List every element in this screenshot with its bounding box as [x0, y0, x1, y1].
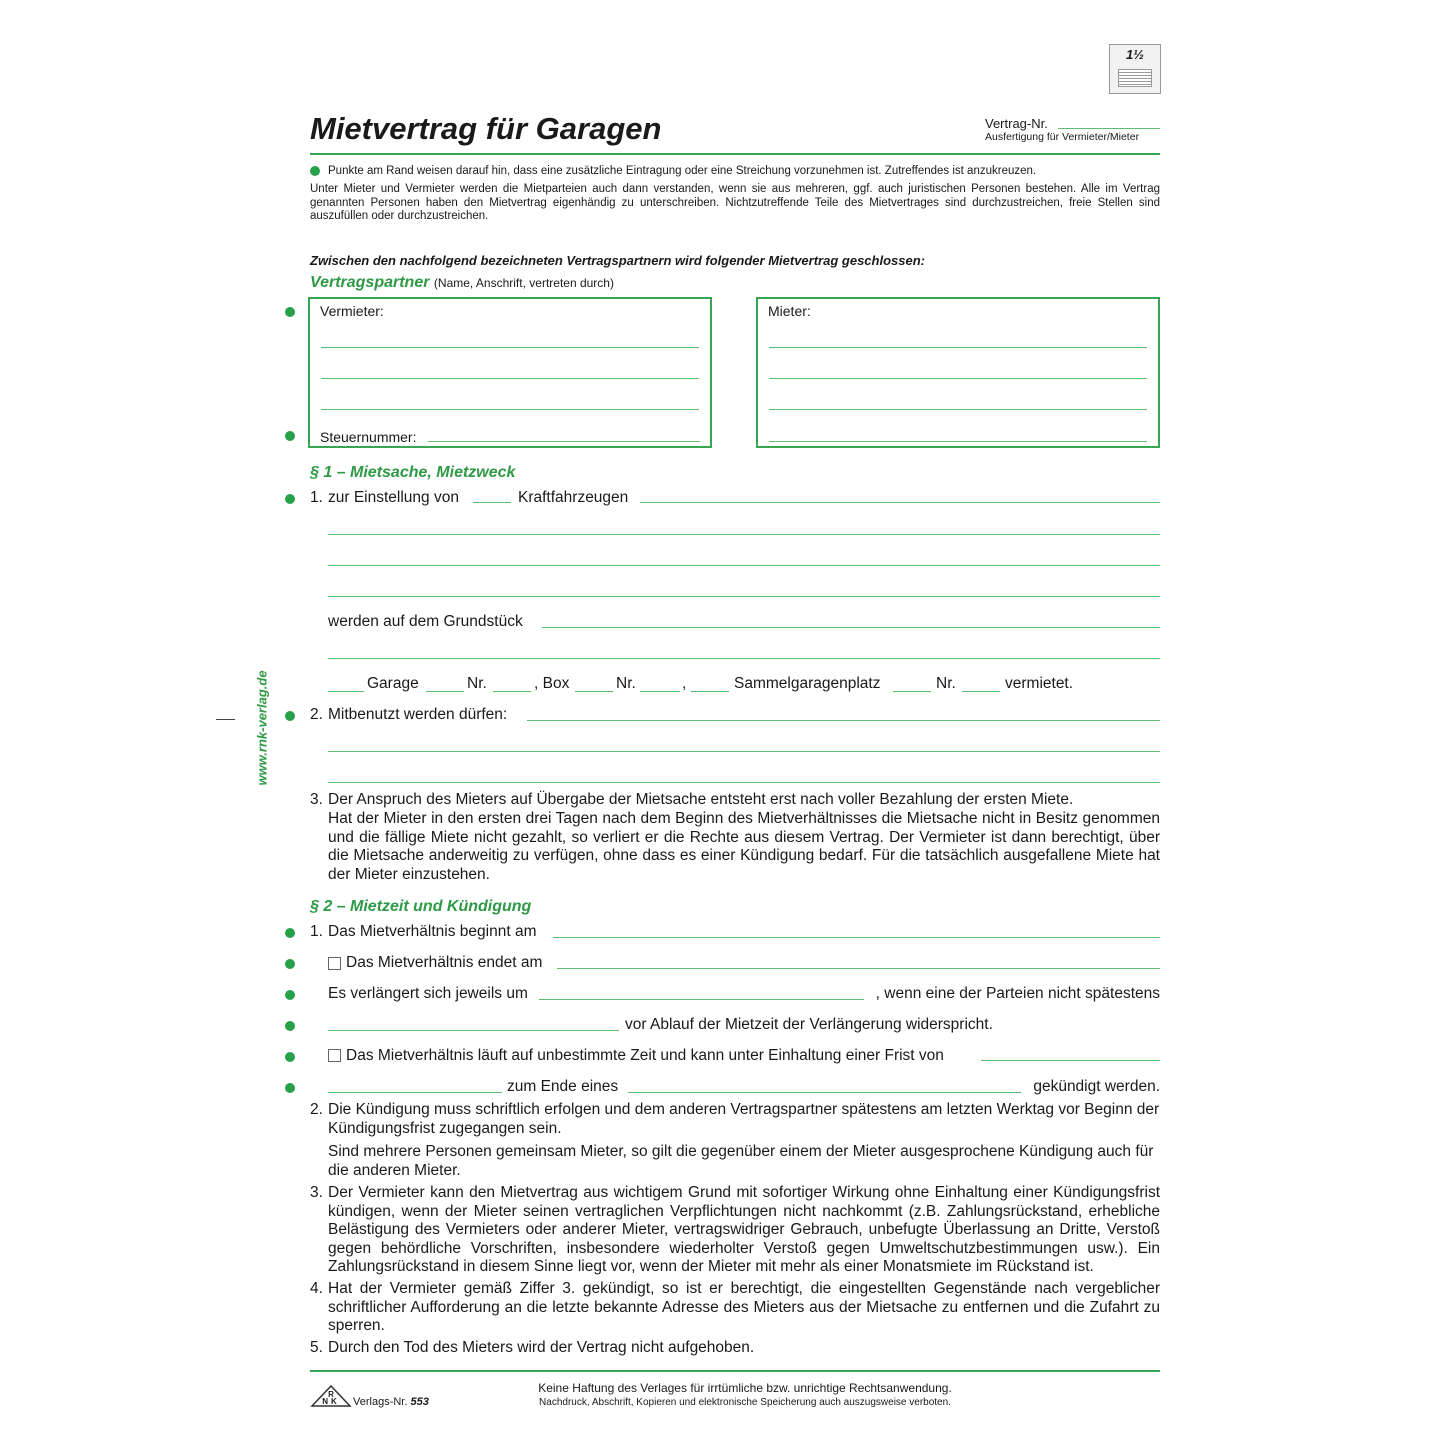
- shared-use-line[interactable]: [328, 782, 1160, 783]
- format-badge-icon: [1118, 69, 1152, 87]
- vehicle-description-line[interactable]: [328, 596, 1160, 597]
- vehicles-label: Kraftfahrzeugen: [518, 489, 629, 506]
- shared-use-label: Mitbenutzt werden dürfen:: [328, 706, 508, 723]
- vehicle-description-line[interactable]: [328, 565, 1160, 566]
- fixed-term-checkbox[interactable]: [328, 957, 341, 970]
- logo-letter-r: R: [328, 1390, 334, 1399]
- item-number: 4.: [310, 1280, 323, 1297]
- tax-number-field[interactable]: [428, 441, 700, 442]
- extension-period-field[interactable]: [539, 999, 864, 1000]
- property-label: werden auf dem Grundstück: [328, 613, 523, 630]
- objection-condition-label: , wenn eine der Parteien nicht spätestens: [875, 985, 1160, 1002]
- document-title: Mietvertrag für Garagen: [310, 111, 662, 146]
- end-date-field[interactable]: [557, 968, 1160, 969]
- tenant-label: Mieter:: [768, 303, 811, 319]
- box-label: , Box: [534, 675, 570, 692]
- intro-bullet-dot: [310, 166, 320, 176]
- terminated-label: gekündigt werden.: [1033, 1078, 1160, 1095]
- item-number: 1.: [310, 489, 323, 506]
- publisher-number-row: [353, 1396, 429, 1408]
- separator-comma: ,: [682, 675, 687, 692]
- indefinite-term-label: Das Mietverhältnis läuft auf unbestimmte Zeit und kann unter Einhaltung einer Frist von: [346, 1047, 944, 1064]
- item-number: 1.: [310, 923, 323, 940]
- indefinite-term-checkbox[interactable]: [328, 1049, 341, 1062]
- immediate-termination-clause: Der Vermieter kann den Mietvertrag aus wichtigem Grund mit sofortiger Wirkung ohne Einhaltung einer Kündigungsfrist kündigen, wenn der Mieter seinen vertraglichen Verpflichtungen nicht nachkommt (z.B. Zahlungsrückstand, erhebliche Belästigung des Vermieters oder anderer Mieter, vertragswidriger Gebrauch, unbefugte Überlassung an Dritte, Verstoß gegen behördliche Vorschriften, insbesondere wiederholter Verstoß gegen Umweltschutzbestimmungen usw.). Ein Zahlungsrückstand in diesem Sinne liegt vor, wenn der Mieter mit mehr als einer Monatsmiete im Rückstand ist.: [328, 1184, 1160, 1275]
- format-badge-label: 1½: [1125, 47, 1145, 62]
- tenant-line[interactable]: [769, 409, 1147, 410]
- contract-number-field[interactable]: [1058, 128, 1160, 129]
- parties-heading-note: (Name, Anschrift, vertreten durch): [433, 276, 614, 290]
- shared-use-line[interactable]: [328, 751, 1160, 752]
- extension-label: Es verlängert sich jeweils um: [328, 985, 528, 1002]
- item-number: 2.: [310, 1101, 323, 1118]
- footer-rule: [310, 1370, 1160, 1372]
- title-rule: [310, 153, 1160, 155]
- removal-clause: Hat der Vermieter gemäß Ziffer 3. gekündigt, so ist er berechtigt, die eingestellten Gegenstände nach vergeblicher schriftlicher Aufforderung an die letzte bekannte Adresse des Mieters aus der Mietsache zu entfernen und die Zufahrt zu sperren.: [328, 1280, 1160, 1334]
- margin-dot: [285, 431, 295, 441]
- publisher-number-label: Verlags-Nr.: [353, 1396, 408, 1408]
- copyright-note: Nachdruck, Abschrift, Kopieren und elektronische Speicherung auch auszugsweise verboten.: [539, 1397, 951, 1408]
- tenant-line[interactable]: [769, 441, 1147, 442]
- objection-period-field[interactable]: [328, 1030, 619, 1031]
- section-1-heading: § 1 – Mietsache, Mietzweck: [310, 464, 516, 481]
- landlord-label: Vermieter:: [320, 303, 384, 319]
- margin-dot: [285, 1021, 295, 1031]
- parties-note: Unter Mieter und Vermieter werden die Mietparteien auch dann verstanden, wenn sie aus mehreren, ggf. auch juristischen Personen bestehen. Alle im Vertrag genannten Personen haben den Mietvertrag eigenhändig zu unterschreiben. Nichtzutreffende Teile des Mietvertrages sind durchzustreichen, freie Stellen sind auszufüllen oder durchzustreichen.: [310, 183, 1160, 222]
- box-number-field[interactable]: [640, 691, 680, 692]
- garage-number-prefix-field[interactable]: [426, 691, 464, 692]
- property-field[interactable]: [542, 627, 1160, 628]
- item-number: 2.: [310, 706, 323, 723]
- margin-dot: [285, 711, 295, 721]
- rented-label: vermietet.: [1005, 675, 1074, 692]
- end-of-label: zum Ende eines: [507, 1078, 619, 1095]
- fold-mark: [216, 719, 235, 720]
- shared-use-field[interactable]: [527, 720, 1160, 721]
- tax-number-label: Steuernummer:: [320, 429, 417, 445]
- property-line[interactable]: [328, 658, 1160, 659]
- collective-number-field[interactable]: [962, 691, 1000, 692]
- vehicle-description-line[interactable]: [328, 534, 1160, 535]
- contract-number-label: Vertrag-Nr.: [985, 116, 1048, 131]
- tenant-line[interactable]: [769, 347, 1147, 348]
- box-nr-label: Nr.: [616, 675, 636, 692]
- margin-dot: [285, 990, 295, 1000]
- notice-unit-field[interactable]: [628, 1092, 1021, 1093]
- collective-nr-label: Nr.: [936, 675, 956, 692]
- box-count-field[interactable]: [575, 691, 613, 692]
- vehicle-description-field[interactable]: [640, 502, 1160, 503]
- publisher-number: 553: [410, 1396, 429, 1408]
- item-number: 3.: [310, 1184, 323, 1201]
- item-number: 5.: [310, 1339, 323, 1356]
- landlord-line[interactable]: [321, 409, 699, 410]
- landlord-box: [308, 297, 712, 448]
- handover-clause-first-line: Der Anspruch des Mieters auf Übergabe der Mietsache entsteht erst nach voller Bezahlung der ersten Miete.: [328, 791, 1074, 808]
- collective-count-field[interactable]: [691, 691, 729, 692]
- margin-dot: [285, 928, 295, 938]
- garage-nr-label: Nr.: [467, 675, 487, 692]
- margin-dot: [285, 494, 295, 504]
- garage-label: Garage: [367, 675, 419, 692]
- garage-count-field[interactable]: [328, 691, 364, 692]
- liability-note: Keine Haftung des Verlages für irrtümliche bzw. unrichtige Rechtsanwendung.: [538, 1381, 952, 1395]
- notice-period-field[interactable]: [981, 1060, 1160, 1061]
- tenant-box: [756, 297, 1160, 448]
- section-2-heading: § 2 – Mietzeit und Kündigung: [310, 898, 532, 915]
- publisher-url[interactable]: www.rnk-verlag.de: [254, 670, 270, 786]
- margin-dot: [285, 959, 295, 969]
- rnk-logo: [310, 1384, 352, 1408]
- parties-heading: Vertragspartner: [310, 274, 430, 291]
- format-badge: [1109, 44, 1161, 94]
- start-date-label: Das Mietverhältnis beginnt am: [328, 923, 537, 940]
- start-date-field[interactable]: [553, 937, 1160, 938]
- logo-letters-nk: NK: [322, 1397, 340, 1406]
- objection-label: vor Ablauf der Mietzeit der Verlängerung widerspricht.: [625, 1016, 993, 1033]
- vehicle-count-field[interactable]: [473, 502, 511, 503]
- handover-clause: Hat der Mieter in den ersten drei Tagen nach dem Beginn des Mietverhältnisses die Mietsache nicht in Besitz genommen und die fällige Miete nicht gezahlt, so verliert er die Rechte aus diesem Vertrag. Der Vermieter ist dann berechtigt, über die Mietsache anderweitig zu verfügen, ohne dass es einer Kündigung bedarf. Für die tatsächlich ausgefallene Miete hat der Mieter einzustehen.: [328, 810, 1160, 883]
- collective-garage-label: Sammelgaragenplatz: [734, 675, 881, 692]
- end-date-label: Das Mietverhältnis endet am: [346, 954, 543, 971]
- garage-number-field[interactable]: [493, 691, 531, 692]
- multiple-tenants-clause: Sind mehrere Personen gemeinsam Mieter, so gilt die gegenüber einem der Mieter ausgesprochene Kündigung auch für die anderen Mieter.: [328, 1143, 1154, 1179]
- bullet-note: Punkte am Rand weisen darauf hin, dass eine zusätzliche Eintragung oder eine Streichung vorzunehmen ist. Zutreffendes ist anzukreuzen.: [328, 165, 1037, 177]
- written-notice-clause: Die Kündigung muss schriftlich erfolgen und dem anderen Vertragspartner spätestens am letzten Werktag vor Beginn der Kündigungsfrist zugegangen sein.: [328, 1101, 1160, 1137]
- notice-period-line[interactable]: [328, 1092, 502, 1093]
- between-statement: Zwischen den nachfolgend bezeichneten Vertragspartnern wird folgender Mietvertrag geschlossen:: [310, 253, 925, 268]
- landlord-line[interactable]: [321, 378, 699, 379]
- vehicle-parking-label: zur Einstellung von: [328, 489, 459, 506]
- landlord-line[interactable]: [321, 347, 699, 348]
- tenant-line[interactable]: [769, 378, 1147, 379]
- copy-note: Ausfertigung für Vermieter/Mieter: [985, 131, 1140, 143]
- margin-dot: [285, 1052, 295, 1062]
- margin-dot: [285, 1083, 295, 1093]
- margin-dot: [285, 307, 295, 317]
- death-clause: Durch den Tod des Mieters wird der Vertrag nicht aufgehoben.: [328, 1339, 755, 1356]
- item-number: 3.: [310, 791, 323, 808]
- parties-heading-row: [310, 274, 614, 292]
- collective-prefix-field[interactable]: [893, 691, 931, 692]
